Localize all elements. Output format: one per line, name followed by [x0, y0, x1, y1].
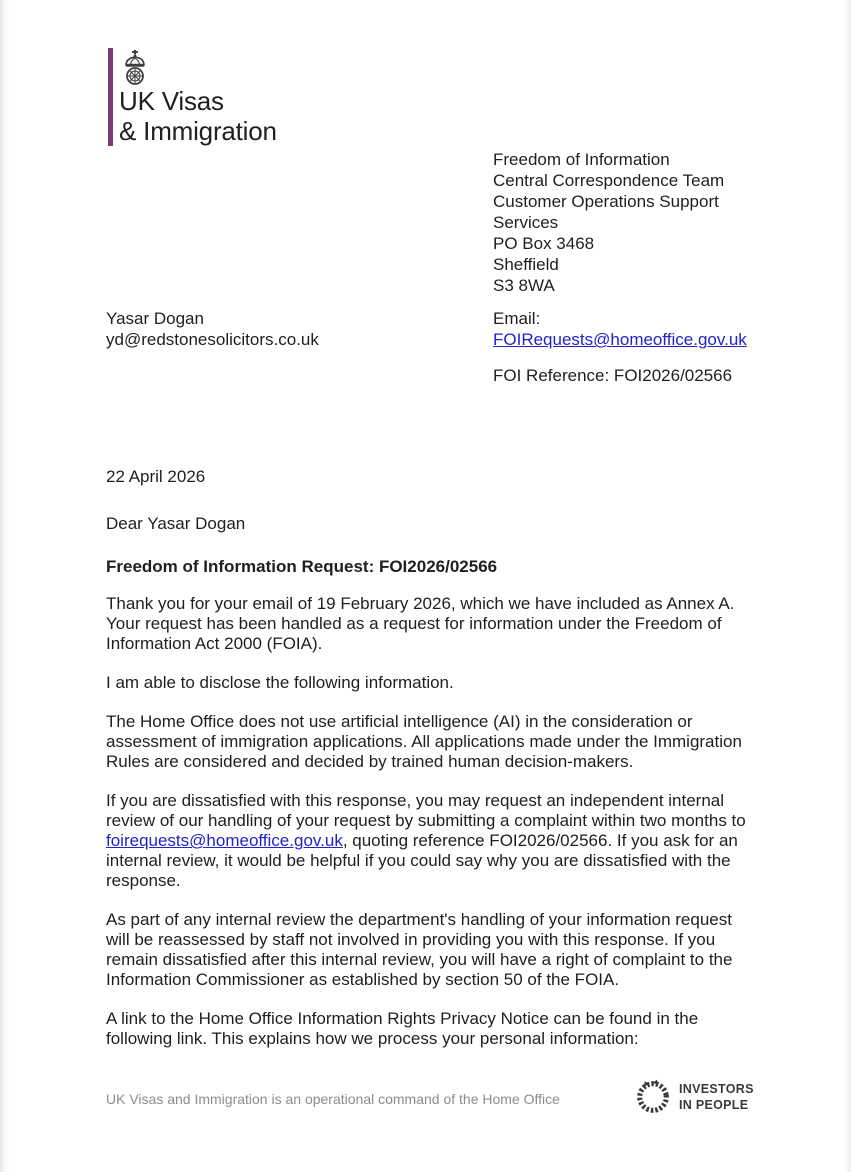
p4-before-link: If you are dissatisfied with this response, you may request an independent internal review of our handling of your request by submitting a complaint within two months to — [106, 791, 746, 830]
investors-in-people-logo — [634, 1077, 754, 1119]
address-line: S3 8WA — [493, 276, 555, 295]
foi-email-link[interactable]: FOIRequests@homeoffice.gov.uk — [493, 330, 747, 349]
ukvi-logo — [108, 48, 368, 148]
address-line: Sheffield — [493, 255, 559, 274]
iip-line-1: INVESTORS — [679, 1082, 754, 1096]
foi-reference: FOI Reference: FOI2026/02566 — [493, 366, 733, 385]
investors-in-people-wreath-icon — [634, 1078, 672, 1121]
paragraph-ico-complaint: As part of any internal review the department's handling of your information request will be reassessed by staff not involved in providing you with this response. If you remain dissatisfied after this internal review, you will have a right of complaint to the Information Commissioner as established by section 50 of the FOIA. — [106, 910, 733, 989]
royal-crest-icon — [121, 50, 149, 91]
brand-name — [119, 86, 277, 146]
salutation: Dear Yasar Dogan — [106, 514, 246, 533]
iip-line-2: IN PEOPLE — [679, 1098, 749, 1112]
brand-line-2: & Immigration — [119, 116, 277, 146]
paragraph-disclose: I am able to disclose the following information. — [106, 673, 454, 692]
paragraph-internal-review — [106, 791, 750, 891]
paragraph-privacy-notice: A link to the Home Office Information Rights Privacy Notice can be found in the following link. This explains how we process your personal information: — [106, 1009, 699, 1048]
recipient-email: yd@redstonesolicitors.co.uk — [106, 330, 319, 349]
recipient-name: Yasar Dogan — [106, 309, 204, 328]
contact-email-block — [493, 308, 747, 350]
page-edge-right — [843, 0, 851, 1172]
address-line: PO Box 3468 — [493, 234, 595, 253]
subject-line: Freedom of Information Request: FOI2026/02566 — [106, 557, 498, 576]
address-line: Central Correspondence Team — [493, 171, 725, 190]
address-line: Services — [493, 213, 559, 232]
recipient-block — [106, 308, 319, 350]
p4-after-link: , quoting reference FOI2026/02566. If you ask for an internal review, it would be helpful if you could say why you are dissatisfied with the response. — [106, 831, 738, 890]
paragraph-ai-statement: The Home Office does not use artificial intelligence (AI) in the consideration or assessment of immigration applications. All applications made under the Immigration Rules are considered and decided by trained human decision-makers. — [106, 712, 742, 771]
address-line: Freedom of Information — [493, 150, 670, 169]
brand-line-1: UK Visas — [119, 86, 224, 116]
paragraph-thanks: Thank you for your email of 19 February 2026, which we have included as Annex A. Your request has been handled as a request for information under the Freedom of Information Act 2000 (FOIA). — [106, 594, 735, 653]
email-label: Email: — [493, 309, 541, 328]
brand-bar — [108, 48, 113, 146]
address-line: Customer Operations Support — [493, 192, 719, 211]
page-edge-left — [0, 0, 10, 1172]
letter-date: 22 April 2026 — [106, 467, 206, 486]
footer-disclaimer: UK Visas and Immigration is an operational command of the Home Office — [106, 1091, 560, 1107]
sender-address — [493, 149, 724, 296]
foirequests-inline-link[interactable]: foirequests@homeoffice.gov.uk — [106, 831, 343, 850]
investors-in-people-text — [679, 1081, 754, 1113]
letter-body — [106, 594, 750, 1068]
